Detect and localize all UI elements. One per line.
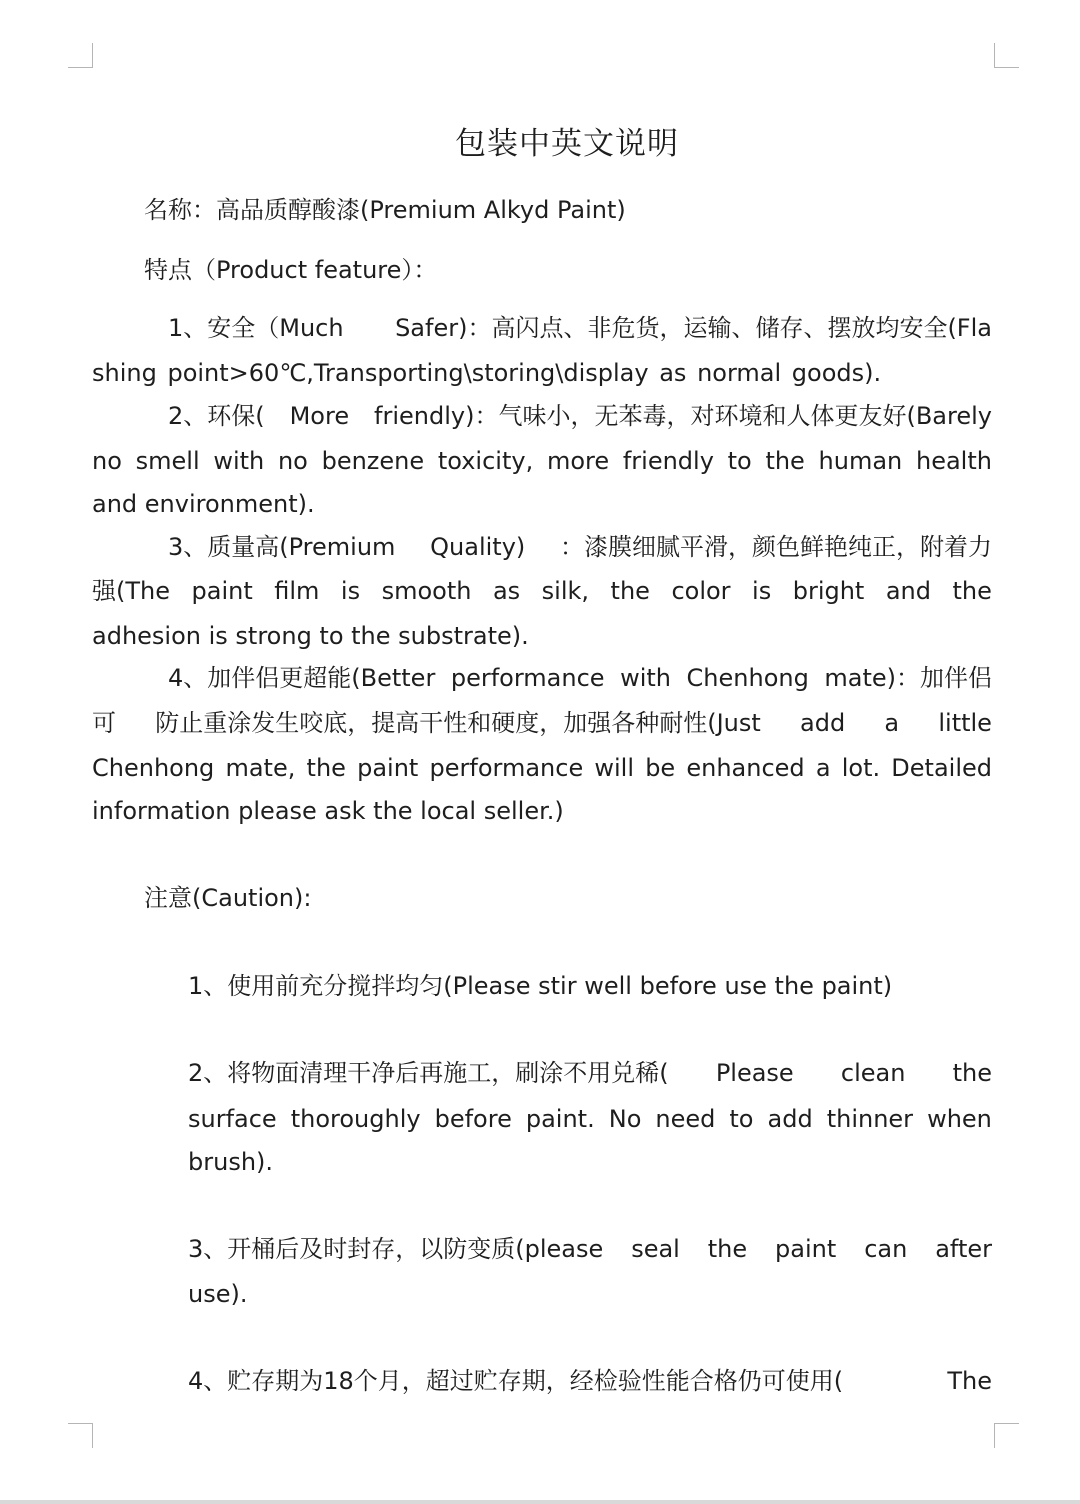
line-segment: before <box>434 1105 512 1133</box>
line-segment: is <box>340 577 361 605</box>
line-segment: Chenhong <box>686 664 809 692</box>
line-segment: a <box>884 709 900 737</box>
caution-2-line-2 <box>188 1103 992 1135</box>
line-segment: the <box>306 754 346 782</box>
line-segment: the <box>610 577 650 605</box>
line-segment: More <box>289 402 350 430</box>
feature-1-line-1 <box>168 312 992 344</box>
line-segment: and <box>885 577 931 605</box>
caution-2-line-1 <box>188 1057 992 1089</box>
line-segment: human <box>818 447 903 475</box>
line-segment: Detailed <box>891 754 992 782</box>
line-segment: Please <box>715 1059 794 1087</box>
line-segment: will <box>594 754 635 782</box>
line-segment: mate)：加伴侣 <box>824 664 992 692</box>
feature-2-line-2 <box>92 445 992 477</box>
line-segment: Quality) <box>430 533 526 561</box>
line-segment: toxicity, <box>437 447 534 475</box>
line-segment: be <box>645 754 676 782</box>
line-segment: is <box>752 577 772 605</box>
line-segment: no <box>92 447 122 475</box>
line-segment: little <box>938 709 992 737</box>
line-segment: 4、贮存期为18个月，超过贮存期，经检验性能合格仍可使用( <box>188 1367 844 1395</box>
caution-4-line-1 <box>188 1365 992 1397</box>
line-segment: 3、开桶后及时封存，以防变质(please <box>188 1235 604 1263</box>
page-corner-mark <box>994 1423 1019 1448</box>
line-segment: mate, <box>225 754 296 782</box>
caution-heading: 注意(Caution): <box>144 884 312 912</box>
line-segment: a <box>815 754 831 782</box>
line-segment: seal <box>631 1235 680 1263</box>
line-segment: ：漆膜细腻平滑，颜色鲜艳纯正，附着力 <box>560 533 992 561</box>
line-segment: the <box>952 577 992 605</box>
line-segment: 可 <box>92 709 116 737</box>
page-corner-mark <box>68 1423 93 1448</box>
line-segment: need <box>655 1105 716 1133</box>
line-segment: performance <box>429 754 584 782</box>
caution-3-line-1 <box>188 1233 992 1265</box>
caution-1-line-1: 1、使用前充分搅拌均匀(Please stir well before use the paint) <box>188 972 893 1000</box>
line-segment: paint <box>775 1235 837 1263</box>
line-segment: more <box>546 447 610 475</box>
line-segment: benzene <box>321 447 425 475</box>
line-segment: the <box>707 1235 748 1263</box>
line-segment: 防止重涂发生咬底，提高干性和硬度，加强各种耐性(Just <box>155 709 761 737</box>
line-segment: can <box>864 1235 908 1263</box>
line-segment: smooth <box>381 577 472 605</box>
page-corner-mark <box>68 43 93 68</box>
feature-4-line-4: information please ask the local seller.) <box>92 797 564 825</box>
product-name-line: 名称：高品质醇酸漆(Premium Alkyd Paint) <box>144 196 626 224</box>
page-corner-mark <box>994 43 1019 68</box>
line-segment: color <box>671 577 731 605</box>
line-segment: the <box>765 447 805 475</box>
line-segment: to <box>727 447 752 475</box>
line-segment: clean <box>840 1059 906 1087</box>
line-segment: no <box>277 447 308 475</box>
line-segment: paint <box>191 577 253 605</box>
line-segment: paint <box>357 754 419 782</box>
line-segment: add <box>767 1105 813 1133</box>
line-segment: Safer)：高闪点、非危货，运输、储存、摆放均安全(Fla <box>395 314 992 342</box>
line-segment: add <box>800 709 846 737</box>
document-title: 包装中英文说明 <box>455 126 679 162</box>
feature-4-line-2 <box>92 707 992 739</box>
feature-3-line-1 <box>168 531 992 563</box>
line-segment: surface <box>188 1105 277 1133</box>
feature-4-line-3 <box>92 752 992 784</box>
line-segment: with <box>620 664 672 692</box>
line-segment: 4、加伴侣更超能(Better <box>168 664 436 692</box>
line-segment: silk, <box>541 577 590 605</box>
line-segment: lot. <box>841 754 881 782</box>
line-segment: The <box>947 1367 992 1395</box>
line-segment: friendly <box>622 447 714 475</box>
feature-heading: 特点（Product feature）： <box>144 256 438 284</box>
feature-2-line-3: and environment). <box>92 490 315 518</box>
line-segment: as <box>492 577 521 605</box>
line-segment: 强(The <box>92 577 170 605</box>
line-segment: to <box>729 1105 754 1133</box>
caution-3-line-2: use). <box>188 1280 248 1308</box>
line-segment: friendly)：气味小，无苯毒，对环境和人体更友好(Barely <box>374 402 992 430</box>
line-segment: thoroughly <box>290 1105 421 1133</box>
line-segment: 1、安全（Much <box>168 314 344 342</box>
line-segment: 2、环保( <box>168 402 265 430</box>
feature-1-line-2: shing point>60℃,Transporting\storing\display as normal goods). <box>92 359 882 387</box>
line-segment: with <box>213 447 265 475</box>
line-segment: enhanced <box>686 754 805 782</box>
caution-2-line-3: brush). <box>188 1148 274 1176</box>
line-segment: No <box>608 1105 642 1133</box>
line-segment: 2、将物面清理干净后再施工，刷涂不用兑稀( <box>188 1059 669 1087</box>
line-segment: Chenhong <box>92 754 215 782</box>
line-segment: after <box>935 1235 992 1263</box>
line-segment: thinner <box>826 1105 914 1133</box>
line-segment: performance <box>450 664 605 692</box>
line-segment: bright <box>792 577 865 605</box>
feature-4-line-1 <box>168 662 992 694</box>
line-segment: film <box>274 577 320 605</box>
feature-2-line-1 <box>168 400 992 432</box>
line-segment: 3、质量高(Premium <box>168 533 396 561</box>
line-segment: paint. <box>525 1105 595 1133</box>
line-segment: health <box>915 447 992 475</box>
feature-3-line-3: adhesion is strong to the substrate). <box>92 622 529 650</box>
line-segment: smell <box>135 447 200 475</box>
feature-3-line-2 <box>92 575 992 607</box>
line-segment: the <box>952 1059 992 1087</box>
viewer-bottom-edge <box>0 1500 1080 1504</box>
line-segment: when <box>927 1105 992 1133</box>
